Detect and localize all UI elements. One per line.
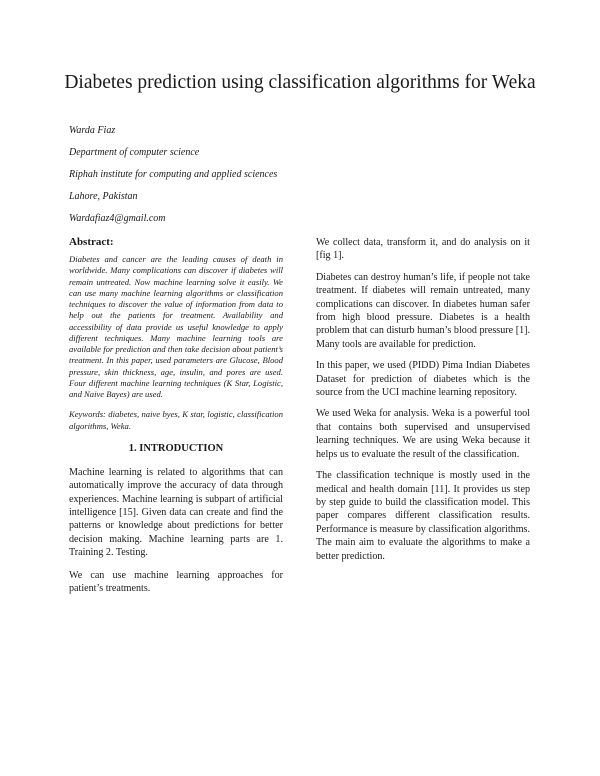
abstract-body: Diabetes and cancer are the leading causes of death in worldwide. Many complications can discover if diabetes will remain untreated. Now machine learning solve it easily. We can use many machine learning algorithms or classification techniques to discover the value of information from data to help out the patients for treatment. Availability and accessibility of data provide us useful knowledge to apply different techniques. Many machine learning tools are available for prediction and then take decision about patient’s treatment. In this paper, used parameters are Glucose, Blood pressure, skin thickness, age, insulin, and pores are used. Four different machine learning techniques (K Star, Logistic, and Naive Bayes) are used. [69,254,283,399]
keywords: Keywords: diabetes, naive byes, K star, logistic, classification algorithms, Weka. [69,409,283,431]
author-name: Warda Fiaz [69,125,116,136]
author-location: Lahore, Pakistan [69,191,138,202]
introduction-paragraph: We can use machine learning approaches for patient’s treatments. [69,569,283,594]
right-column [316,236,530,571]
author-department: Department of computer science [69,147,200,158]
abstract-heading: Abstract: [69,236,114,248]
author-institution: Riphah institute for computing and applied sciences [69,169,278,180]
body-paragraph: In this paper, we used (PIDD) Pima Indian Diabetes Dataset for prediction of diabetes which is the source from the UCI machine learning repository. [316,360,530,399]
body-paragraph: We used Weka for analysis. Weka is a powerful tool that contains both supervised and unsupervised learning techniques. We are using Weka because it helps us to evaluate the result of the classification. [316,408,530,460]
body-paragraph: The classification technique is mostly used in the medical and health domain [11]. It provides us step by step guide to build the classification model. This paper compares different classification results. Performance is measure by classification algorithms. The main aim to evaluate the algorithms to make a better prediction. [316,470,530,562]
introduction-paragraph: Machine learning is related to algorithms that can automatically improve the accuracy of data through experiences. Machine learning is subpart of artificial intelligence [15]. Given data can create and find the patterns or knowledge about predictions for better decision making. Machine learning parts are 1. Training 2. Testing. [69,466,283,559]
author-email: Wardafiaz4@gmail.com [69,213,166,224]
paper-title: Diabetes prediction using classification algorithms for Weka [64,72,536,93]
body-paragraph: We collect data, transform it, and do analysis on it [fig 1]. [316,237,530,262]
author-block [69,124,369,234]
body-paragraph: Diabetes can destroy human’s life, if people not take treatment. If diabetes will remain untreated, many complications can discover. In diabetes human safer from high blood pressure. Diabetes is a health problem that can disturb human’s blood pressure [1]. Many tools are available for prediction. [316,271,530,350]
introduction-heading: 1. INTRODUCTION [128,442,224,454]
left-column [69,236,283,604]
